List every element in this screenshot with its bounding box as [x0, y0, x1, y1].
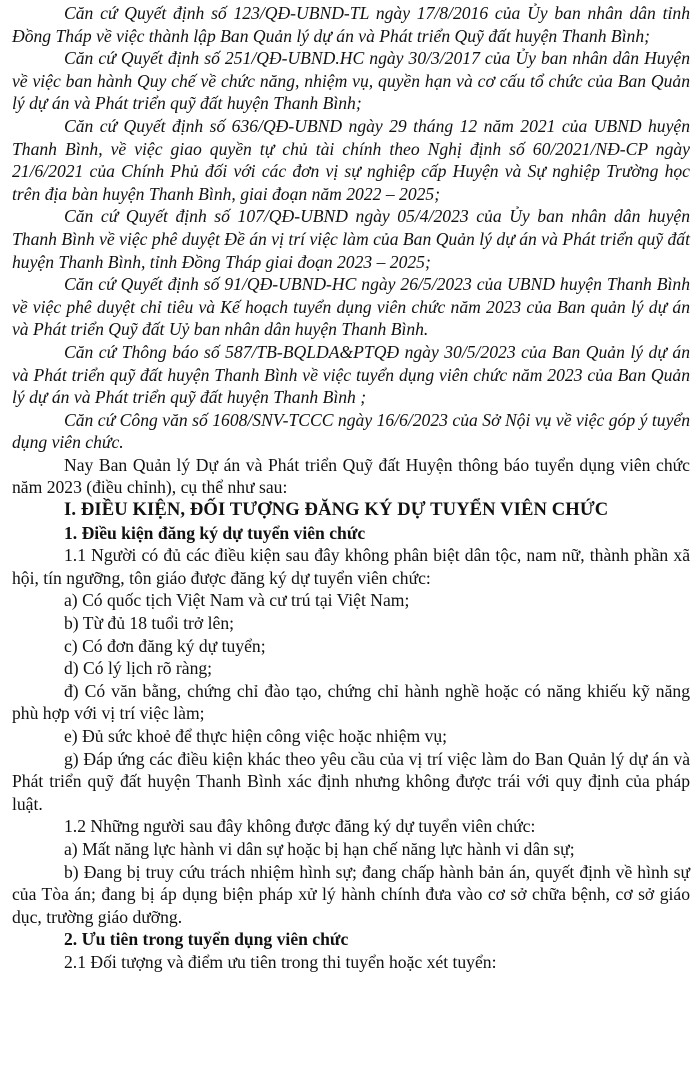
paragraph-2-1: 2.1 Đối tượng và điểm ưu tiên trong thi tuyển hoặc xét tuyển:: [64, 951, 497, 972]
condition-d: d) Có lý lịch rõ ràng;: [64, 658, 213, 679]
subsection-heading-conditions: 1. Điều kiện đăng ký dự tuyển viên chức: [64, 522, 366, 543]
legal-basis-6: Căn cứ Thông báo số 587/TB-BQLDA&PTQĐ ngày 30/5/2023 của Ban Quản lý dự án và Phát triển quỹ đất huyện Thanh Bình về việc tuyển dụng viên chức năm 2023 của Ban Quản lý dự án và Phát triển quỹ đất huyện Thanh Bình ;: [12, 341, 690, 408]
condition-e: e) Đủ sức khoẻ để thực hiện công việc hoặc nhiệm vụ;: [64, 726, 448, 746]
legal-basis-3: Căn cứ Quyết định số 636/QĐ-UBND ngày 29 tháng 12 năm 2021 của UBND huyện Thanh Bình, về việc giao quyền tự chủ tài chính theo Nghị định số 60/2021/NĐ-CP ngày 21/6/2021 của Chính Phủ đối với các đơn vị sự nghiệp cấp Huyện và Sự nghiệp Trường học trên địa bàn huyện Thanh Bình, giai đoạn năm 2022 – 2025;: [12, 115, 690, 204]
condition-b: b) Từ đủ 18 tuổi trở lên;: [64, 613, 235, 634]
condition-c: c) Có đơn đăng ký dự tuyển;: [64, 635, 266, 656]
condition-dd: đ) Có văn bằng, chứng chỉ đào tạo, chứng chỉ hành nghề hoặc có năng khiếu kỹ năng phù hợp với vị trí việc làm;: [12, 680, 690, 724]
subsection-heading-priority: 2. Ưu tiên trong tuyển dụng viên chức: [64, 929, 349, 950]
intro-paragraph: Nay Ban Quản lý Dự án và Phát triển Quỹ đất Huyện thông báo tuyển dụng viên chức năm 2023 (điều chỉnh), cụ thể như sau:: [12, 454, 690, 498]
legal-basis-2: Căn cứ Quyết định số 251/QĐ-UBND.HC ngày 30/3/2017 của Ủy ban nhân dân Huyện về việc ban hành Quy chế về chức năng, nhiệm vụ, quyền hạn và cơ cấu tổ chức của Ban Quản lý dự án và Phát triển quỹ đất huyện Thanh Bình;: [12, 48, 690, 114]
legal-basis-4: Căn cứ Quyết định số 107/QĐ-UBND ngày 05/4/2023 của Ủy ban nhân dân huyện Thanh Bình về việc phê duyệt Đề án vị trí việc làm của Ban Quản lý dự án và Phát triển quỹ đất huyện Thanh Bình, tỉnh Đồng Tháp giai đoạn 2023 – 2025;: [12, 206, 690, 272]
condition-g: g) Đáp ứng các điều kiện khác theo yêu cầu của vị trí việc làm do Ban Quản lý dự án và Phát triển quỹ đất huyện Thanh Bình xác định nhưng không được trái với quy định của pháp luật.: [12, 748, 690, 814]
paragraph-1-1: 1.1 Người có đủ các điều kiện sau đây không phân biệt dân tộc, nam nữ, thành phần xã hội, tín ngưỡng, tôn giáo được đăng ký dự tuyển viên chức:: [12, 545, 690, 588]
section-heading: I. ĐIỀU KIỆN, ĐỐI TƯỢNG ĐĂNG KÝ DỰ TUYỂN VIÊN CHỨC: [64, 499, 609, 521]
legal-basis-5: Căn cứ Quyết định số 91/QĐ-UBND-HC ngày 26/5/2023 của UBND huyện Thanh Bình về việc phê duyệt chỉ tiêu và Kế hoạch tuyển dụng viên chức năm 2023 của Ban quản lý dự án và Phát triển Quỹ đất Uỷ ban nhân dân huyện Thanh Bình.: [12, 274, 690, 340]
paragraph-1-2: 1.2 Những người sau đây không được đăng ký dự tuyển viên chức:: [64, 816, 536, 837]
exclusion-a: a) Mất năng lực hành vi dân sự hoặc bị hạn chế năng lực hành vi dân sự;: [64, 838, 575, 859]
condition-a: a) Có quốc tịch Việt Nam và cư trú tại Việt Nam;: [64, 590, 410, 611]
exclusion-b: b) Đang bị truy cứu trách nhiệm hình sự; đang chấp hành bản án, quyết định về hình sự của Tòa án; đang bị áp dụng biện pháp xử lý hành chính đưa vào cơ sở chữa bệnh, cơ sở giáo dục, trường giáo dưỡng.: [12, 861, 690, 927]
legal-basis-7: Căn cứ Công văn số 1608/SNV-TCCC ngày 16/6/2023 của Sở Nội vụ về việc góp ý tuyển dụng viên chức.: [12, 409, 690, 453]
legal-basis-1: Căn cứ Quyết định số 123/QĐ-UBND-TL ngày 17/8/2016 của Ủy ban nhân dân tỉnh Đồng Tháp về việc thành lập Ban Quản lý dự án và Phát triển Quỹ đất huyện Thanh Bình;: [12, 3, 690, 46]
